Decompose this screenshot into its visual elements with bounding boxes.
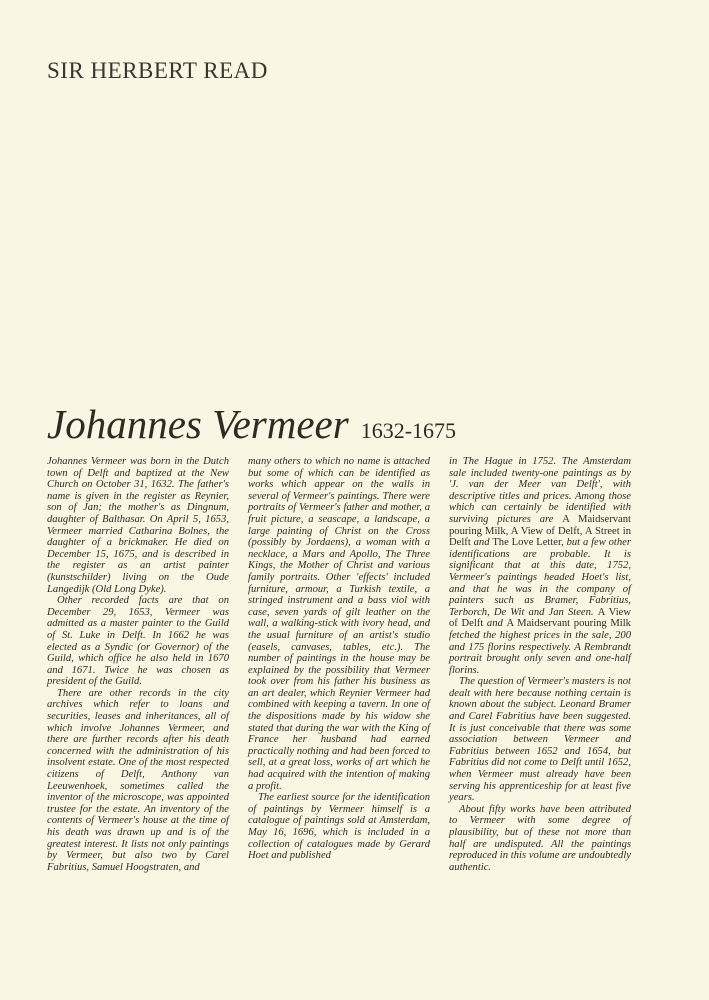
text-run: and [486, 618, 503, 630]
painting-title: A Maidservant pouring Milk [506, 618, 631, 630]
column-2 [248, 456, 430, 873]
text-run: and [473, 537, 490, 549]
column-3 [449, 456, 631, 873]
text-columns [47, 456, 631, 873]
paragraph: About fifty works have been attributed to Vermeer with some degree of plausibility, but of these not more than half are undisputed. All the paintings reproduced in this volume are undoubtedly authentic. [449, 803, 631, 873]
paragraph: The question of Vermeer's masters is not dealt with here because nothing certain is known about the subject. Leonard Bramer and Carel Fabritius have been suggested. It is just conceivable that there was some association between Vermeer and Fabritius between 1652 and 1654, but Fabritius did not come to Delft until 1652, when Vermeer must already have been serving his apprenticeship for at least five years. [449, 676, 631, 804]
title-years: 1632-1675 [360, 418, 457, 443]
paragraph: many others to which no name is attached but some of which can be identified as works which appear on the walls in several of Vermeer's paintings. There were portraits of Vermeer's father and mother, a fruit picture, a seascape, a landscape, a large painting of Christ on the Cross (possibly by Jordaens), a woman with a necklace, a Mars and Apollo, The Three Kings, the Mother of Christ and various family portraits. Other 'effects' included furniture, armour, a Turkish textile, a stringed instrument and a bass viol with case, seven yards of gilt leather on the wall, a walking-stick with ivory head, and the usual furniture of an artist's studio (easels, canvases, tables, etc.). The number of paintings in the house may be explained by the possibility that Vermeer took over from his father his business as an art dealer, which Reynier Vermeer had combined with keeping a tavern. In one of the dispositions made by his widow she stated that during the war with the King of France her husband had earned practically nothing and had been forced to sell, at a great loss, works of art which he had acquired with the intention of making a profit. [248, 456, 430, 792]
text-run: in The Hague in 1752. The Amsterdam sale included twenty-one paintings as by 'J. van der Meer van Delft', with descriptive titles and prices. Among those which can certainly be identified with surviving pictures are [449, 456, 631, 525]
painting-titles: A Maidservant pouring Milk, A View of Delft, A Street in Delft [449, 513, 631, 549]
author-heading: SIR HERBERT READ [47, 58, 268, 83]
title-name: Johannes Vermeer [47, 401, 349, 447]
painting-title: A View of Delft [449, 606, 631, 630]
paragraph: Other recorded facts are that on December 29, 1653, Vermeer was admitted as a master painter to the Guild of St. Luke in Delft. In 1662 he was elected as a Syndic (or Governor) of the Guild, which office he also held in 1670 and 1671. Twice he was chosen as president of the Guild. [47, 595, 229, 688]
paragraph: The earliest source for the identification of paintings by Vermeer himself is a catalogue of paintings sold at Amsterdam, May 16, 1696, which is included in a collection of catalogues made by Gerard Hoet and published [248, 792, 430, 862]
paragraph [449, 456, 631, 676]
paragraph: There are other records in the city archives which refer to loans and securities, leases and inheritances, all of which involve Johannes Vermeer, and there are further records after his death concerned with the administration of his insolvent estate. One of the most respected citizens of Delft, Anthony van Leeuwenhoek, sometimes called the inventor of the microscope, was appointed trustee for the estate. An inventory of the contents of Vermeer's house at the time of his death was drawn up and is of the greatest interest. It lists not only paintings by Vermeer, but also two by Carel Fabritius, Samuel Hoogstraten, and [47, 687, 229, 873]
column-1 [47, 456, 229, 873]
article-title [47, 400, 456, 448]
paragraph: Johannes Vermeer was born in the Dutch town of Delft and baptized at the New Church on October 31, 1632. The father's name is given in the register as Reynier, son of Jan; the mother's as Dingnum, daughter of Balthasar. On April 5, 1653, Vermeer married Catharina Bolnes, the daughter of a brickmaker. He died on December 15, 1675, and is described in the register as an artist painter (kunstschilder) living on the Oude Langedijk (Old Long Dyke). [47, 456, 229, 595]
text-run: fetched the highest prices in the sale, 200 and 175 florins respectively. A Rembrandt portrait brought only seven and one-half florins. [449, 629, 631, 676]
painting-title: The Love Letter, [492, 537, 564, 549]
text-run: but a few other identifications are probable. It is significant that at this date, 1752, Vermeer's paintings headed Hoet's list, and that he was in the company of painters such as Bramer, Fabritius, Terborch, De Wit and Jan Steen. [449, 537, 631, 618]
